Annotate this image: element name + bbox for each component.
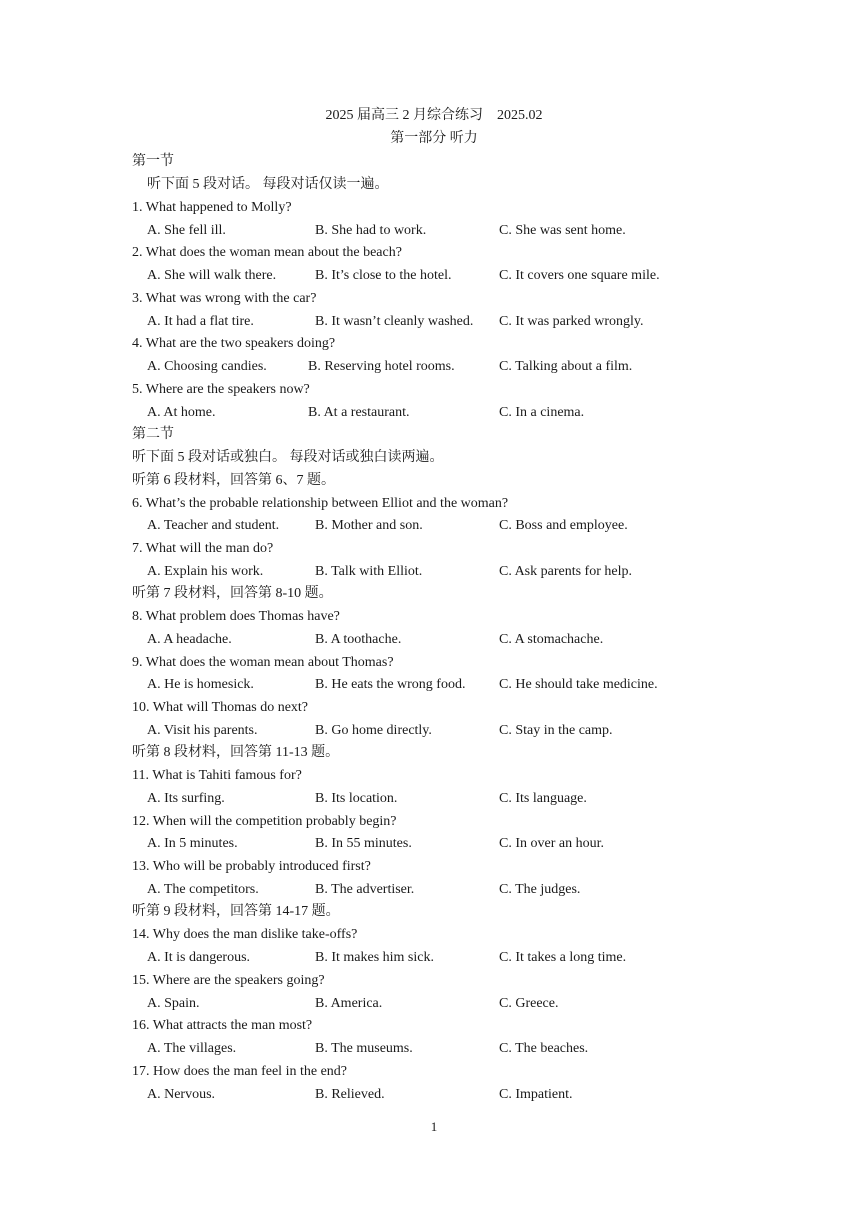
option-13c: C. The judges. <box>499 882 581 897</box>
option-1c: C. She was sent home. <box>499 223 626 238</box>
option-4a: A. Choosing candies. <box>147 359 267 374</box>
page-number: 1 <box>430 1119 438 1134</box>
question-7: 7. What will the man do? <box>132 541 274 556</box>
question-17: 17. How does the man feel in the end? <box>132 1064 347 1079</box>
option-11b: B. Its location. <box>315 791 398 806</box>
option-9a: A. He is homesick. <box>147 677 254 692</box>
option-6c: C. Boss and employee. <box>499 518 628 533</box>
option-8c: C. A stomachache. <box>499 632 604 647</box>
option-1a: A. She fell ill. <box>147 223 226 238</box>
option-7b: B. Talk with Elliot. <box>315 564 423 579</box>
option-12a: A. In 5 minutes. <box>147 836 238 851</box>
question-2: 2. What does the woman mean about the beach? <box>132 245 402 260</box>
option-12b: B. In 55 minutes. <box>315 836 412 851</box>
option-14a: A. It is dangerous. <box>147 950 251 965</box>
question-12: 12. When will the competition probably begin? <box>132 814 397 829</box>
option-12c: C. In over an hour. <box>499 836 604 851</box>
question-4: 4. What are the two speakers doing? <box>132 336 336 351</box>
option-15a: A. Spain. <box>147 996 200 1011</box>
option-14b: B. It makes him sick. <box>315 950 434 965</box>
option-11a: A. Its surfing. <box>147 791 225 806</box>
section2-heading: 第二节 <box>132 427 174 442</box>
option-16c: C. The beaches. <box>499 1041 589 1056</box>
option-14c: C. It takes a long time. <box>499 950 627 965</box>
option-2a: A. She will walk there. <box>147 268 277 283</box>
option-4b: B. Reserving hotel rooms. <box>308 359 455 374</box>
section2-instruction: 听下面 5 段对话或独白。 每段对话或独白读两遍。 <box>132 450 444 465</box>
question-9: 9. What does the woman mean about Thomas? <box>132 655 394 670</box>
option-13a: A. The competitors. <box>147 882 259 897</box>
option-17a: A. Nervous. <box>147 1087 216 1102</box>
option-6a: A. Teacher and student. <box>147 518 280 533</box>
question-16: 16. What attracts the man most? <box>132 1018 313 1033</box>
exam-title: 2025 届高三 2 月综合练习 2025.02 <box>325 108 543 123</box>
option-10c: C. Stay in the camp. <box>499 723 613 738</box>
option-16b: B. The museums. <box>315 1041 413 1056</box>
option-4c: C. Talking about a film. <box>499 359 633 374</box>
section1-heading: 第一节 <box>132 154 174 169</box>
option-2c: C. It covers one square mile. <box>499 268 660 283</box>
option-13b: B. The advertiser. <box>315 882 415 897</box>
option-15c: C. Greece. <box>499 996 559 1011</box>
option-17b: B. Relieved. <box>315 1087 385 1102</box>
option-6b: B. Mother and son. <box>315 518 423 533</box>
option-3c: C. It was parked wrongly. <box>499 314 644 329</box>
option-7c: C. Ask parents for help. <box>499 564 632 579</box>
option-1b: B. She had to work. <box>315 223 427 238</box>
question-1: 1. What happened to Molly? <box>132 200 292 215</box>
option-3b: B. It wasn’t cleanly washed. <box>315 314 474 329</box>
option-2b: B. It’s close to the hotel. <box>315 268 452 283</box>
material-8-note: 听第 8 段材料，回答第 11-13 题。 <box>132 745 340 760</box>
material-6-note: 听第 6 段材料，回答第 6、7 题。 <box>132 473 335 488</box>
option-16a: A. The villages. <box>147 1041 237 1056</box>
option-10b: B. Go home directly. <box>315 723 432 738</box>
section1-instruction: 听下面 5 段对话。 每段对话仅读一遍。 <box>147 177 389 192</box>
question-8: 8. What problem does Thomas have? <box>132 609 340 624</box>
option-8b: B. A toothache. <box>315 632 402 647</box>
option-15b: B. America. <box>315 996 383 1011</box>
material-9-note: 听第 9 段材料，回答第 14-17 题。 <box>132 904 340 919</box>
option-8a: A. A headache. <box>147 632 232 647</box>
question-14: 14. Why does the man dislike take-offs? <box>132 927 358 942</box>
part-heading: 第一部分 听力 <box>390 131 478 146</box>
option-3a: A. It had a flat tire. <box>147 314 254 329</box>
question-5: 5. Where are the speakers now? <box>132 382 310 397</box>
option-9c: C. He should take medicine. <box>499 677 658 692</box>
option-7a: A. Explain his work. <box>147 564 264 579</box>
option-5b: B. At a restaurant. <box>308 405 410 420</box>
question-6: 6. What’s the probable relationship between Elliot and the woman? <box>132 496 509 511</box>
question-13: 13. Who will be probably introduced first? <box>132 859 371 874</box>
question-10: 10. What will Thomas do next? <box>132 700 309 715</box>
question-3: 3. What was wrong with the car? <box>132 291 317 306</box>
material-7-note: 听第 7 段材料，回答第 8-10 题。 <box>132 586 333 601</box>
question-11: 11. What is Tahiti famous for? <box>132 768 302 783</box>
option-9b: B. He eats the wrong food. <box>315 677 466 692</box>
question-15: 15. Where are the speakers going? <box>132 973 325 988</box>
option-11c: C. Its language. <box>499 791 587 806</box>
option-5c: C. In a cinema. <box>499 405 585 420</box>
option-17c: C. Impatient. <box>499 1087 573 1102</box>
option-10a: A. Visit his parents. <box>147 723 258 738</box>
option-5a: A. At home. <box>147 405 216 420</box>
